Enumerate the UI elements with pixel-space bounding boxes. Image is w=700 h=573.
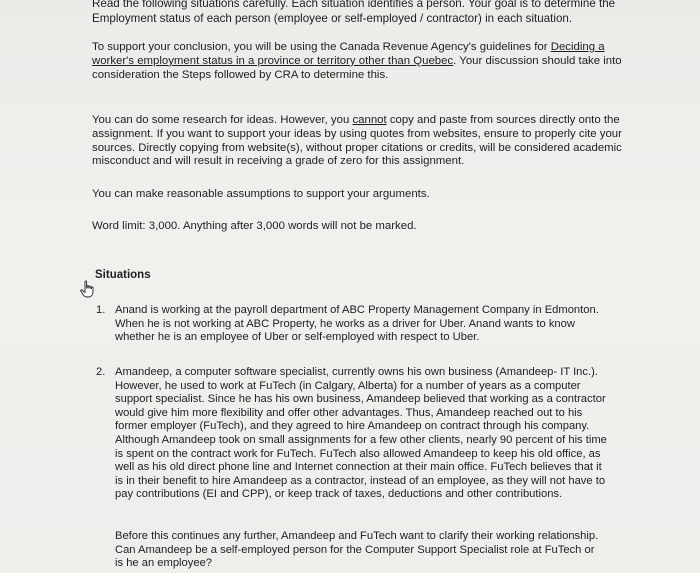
research-text-b: copy and paste from sources directly onto the assignment. If you want to support your ideas by using quotes from websites, ensure to properly cite your sources. Directly copying from website(s), without proper citations or credits, will be considered academic misconduct and will result in receiving a grade of zero for this assignment. bbox=[92, 114, 622, 168]
situation-1-number: 1. bbox=[96, 304, 106, 316]
support-text-b: . Your discussion should take into consideration the Steps followed by CRA to determine this. bbox=[92, 54, 622, 81]
situations-heading: Situations bbox=[95, 269, 151, 281]
support-text-a: To support your conclusion, you will be using the Canada Revenue Agency's guidelines for bbox=[92, 41, 551, 53]
intro-paragraph bbox=[92, 0, 652, 26]
word-limit-text: Word limit: 3,000. Anything after 3,000 words will not be marked. bbox=[92, 220, 417, 232]
situation-2-followup: Before this continues any further, Amandeep and FuTech want to clarify their working relationship. Can Amandeep be a self-employed person for the Computer Support Specialist role at FuTech or is he an employee? bbox=[115, 530, 599, 570]
situation-2-text: Amandeep, a computer software specialist, currently owns his own business (Amandeep- IT Inc.). However, he used to work at FuTech (in Calgary, Alberta) for a number of years as a computer support specialist. Since he has his own business, Amandeep believed that working as a contractor would give him more flexibility and offer other advantages. Thus, Amandeep reached out to his former employer (FuTech), and they agreed to hire Amandeep on contract through his company. Although Amandeep took on small assignments for a few other clients, nearly 90 percent of his time is spent on the contract work for FuTech. FuTech also allowed Amandeep to keep his old office, as well as his old direct phone line and Internet connection at their main office. FuTech believes that it is in their benefit to hire Amandeep as a contractor, instead of an employee, as they will not have to pay contributions (EI and CPP), or keep track of taxes, deductions and other contributions. bbox=[115, 366, 607, 501]
hand-cursor-icon bbox=[79, 280, 95, 298]
assumptions-text: You can make reasonable assumptions to support your arguments. bbox=[92, 188, 430, 200]
intro-line-2: Employment status of each person (employee or self-employed / contractor) in each situation. bbox=[92, 11, 573, 25]
situation-1-text: Anand is working at the payroll department of ABC Property Management Company in Edmonton. When he is not working at ABC Property, he works as a driver for Uber. Anand wants to know whether he is an employee of Uber or self-employed with respect to Uber. bbox=[115, 304, 599, 344]
intro-line-1: Read the following situations carefully. Each situation identifies a person. Your goal is to determine the bbox=[92, 0, 616, 10]
research-text-a: You can do some research for ideas. However, you bbox=[92, 114, 353, 126]
support-paragraph bbox=[92, 41, 644, 82]
research-paragraph bbox=[92, 114, 637, 169]
cannot-emphasis: cannot bbox=[352, 114, 387, 126]
cra-guidelines-link[interactable]: Deciding a worker's employment status in a province or territory other than Quebec bbox=[92, 41, 605, 67]
situation-2-number: 2. bbox=[96, 366, 106, 378]
